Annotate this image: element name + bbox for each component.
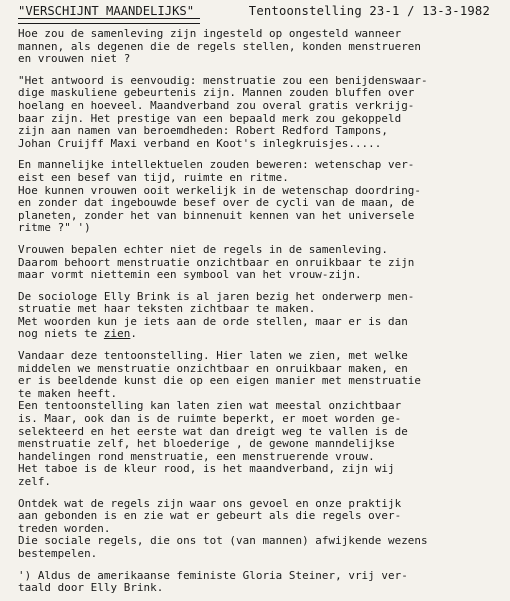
document-header xyxy=(18,4,502,26)
masthead-label: "VERSCHIJNT MAANDELIJKS" xyxy=(18,4,195,18)
text-line: maar vormt niettemin een symbool van het vrouw-zijn. xyxy=(18,268,362,282)
text-line: ritme ?" ') xyxy=(18,221,91,235)
text-line: Vandaar deze tentoonstelling. Hier laten we zien, met welke xyxy=(18,349,408,363)
document-body xyxy=(18,28,502,595)
text-line: Hoe kunnen vrouwen ooit werkelijk in de wetenschap doordring- xyxy=(18,183,422,197)
text-line: Hoe zou de samenleving zijn ingesteld op ongesteld wanneer xyxy=(18,27,402,40)
text-line: aan gebonden is en zie wat er gebeurt als die regels over- xyxy=(18,509,402,523)
text-line: dige maskuliene gebeurtenis zijn. Mannen zouden bluffen over xyxy=(18,86,415,100)
text-line: Ontdek wat de regels zijn waar ons gevoel en onze praktijk xyxy=(18,496,402,510)
text-line: hoelang en hoeveel. Maandverband zou overal gratis verkrijg- xyxy=(18,98,415,112)
paragraph-rules xyxy=(18,244,502,282)
text-line: en zonder dat ingebouwde besef over de cycli van de maan, de xyxy=(18,196,415,210)
text-line: De sociologe Elly Brink is al jaren bezig het onderwerp men- xyxy=(18,289,415,303)
text-line: baar zijn. Het prestige van een bepaald merk zou gekoppeld xyxy=(18,111,402,125)
text-line: eist een besef van tijd, ruimte en ritme. xyxy=(18,170,289,184)
text-line: bestempelen. xyxy=(18,546,98,560)
text-line: er is beeldende kunst die op een eigen manier met menstruatie xyxy=(18,374,422,388)
text-line: is. Maar, ook dan is de ruimte beperkt, er moet worden ge- xyxy=(18,412,402,426)
text-line: Een tentoonstelling kan laten zien wat meestal onzichtbaar xyxy=(18,399,402,413)
text-line: "Het antwoord is eenvoudig: menstruatie zou een benijdenswaar- xyxy=(18,73,428,87)
paragraph-sociologist xyxy=(18,291,502,341)
text-line: Het taboe is de kleur rood, is het maandverband, zijn wij xyxy=(18,462,395,476)
text-line: Die sociale regels, die ons tot (van mannen) afwijkende wezens xyxy=(18,534,428,548)
text-line: en vrouwen niet ? xyxy=(18,52,131,66)
text-line: nog niets te zien. xyxy=(18,327,137,341)
text-line: zelf. xyxy=(18,475,52,488)
text-line: En mannelijke intellektuelen zouden beweren: wetenschap ver- xyxy=(18,158,415,172)
masthead-double-underline xyxy=(18,18,200,24)
paragraph-intellectuals xyxy=(18,159,502,235)
text-line: Met woorden kun je iets aan de orde stellen, maar er is dan xyxy=(18,314,408,328)
paragraph-discover xyxy=(18,498,502,561)
text-line: Daarom behoort menstruatie onzichtbaar en onruikbaar te zijn xyxy=(18,255,415,269)
paragraph-quote xyxy=(18,75,502,151)
paragraph-question xyxy=(18,28,502,66)
text-line: Vrouwen bepalen echter niet de regels in de samenleving. xyxy=(18,242,388,256)
text-line: handelingen rond menstruatie, een menstruerende vrouw. xyxy=(18,449,375,463)
text-line: te maken heeft. xyxy=(18,386,118,400)
paragraph-exhibition xyxy=(18,350,502,489)
footnote xyxy=(18,570,502,595)
text-line: struatie met haar teksten zichtbaar te maken. xyxy=(18,302,316,316)
text-line: selekteerd en het eerste wat dan dreigt weg te vallen is de xyxy=(18,424,408,438)
text-line: menstruatie zelf, het bloederige , de gewone manndelijkse xyxy=(18,437,395,451)
text-line: planeten, zonder het van binnenuit kennen van het universele xyxy=(18,208,415,222)
footnote-line: taald door Elly Brink. xyxy=(18,581,164,595)
exhibition-dates: Tentoonstelling 23-1 / 13-3-1982 xyxy=(248,4,490,18)
text-line: middelen we menstruatie onzichtbaar en onruikbaar maken, en xyxy=(18,361,408,375)
emphasis-zien: zien xyxy=(103,327,131,341)
text-line: zijn aan namen van beroemdheden: Robert Redford Tampons, xyxy=(18,124,388,138)
footnote-line: ') Aldus de amerikaanse feministe Gloria Steiner, vrij ver- xyxy=(18,568,408,582)
text-line: Johan Cruijff Maxi verband en Koot's inlegkruisjes..... xyxy=(18,136,382,150)
text-line: mannen, als degenen die de regels stellen, konden menstrueren xyxy=(18,39,422,53)
text-line: treden worden. xyxy=(18,521,111,535)
